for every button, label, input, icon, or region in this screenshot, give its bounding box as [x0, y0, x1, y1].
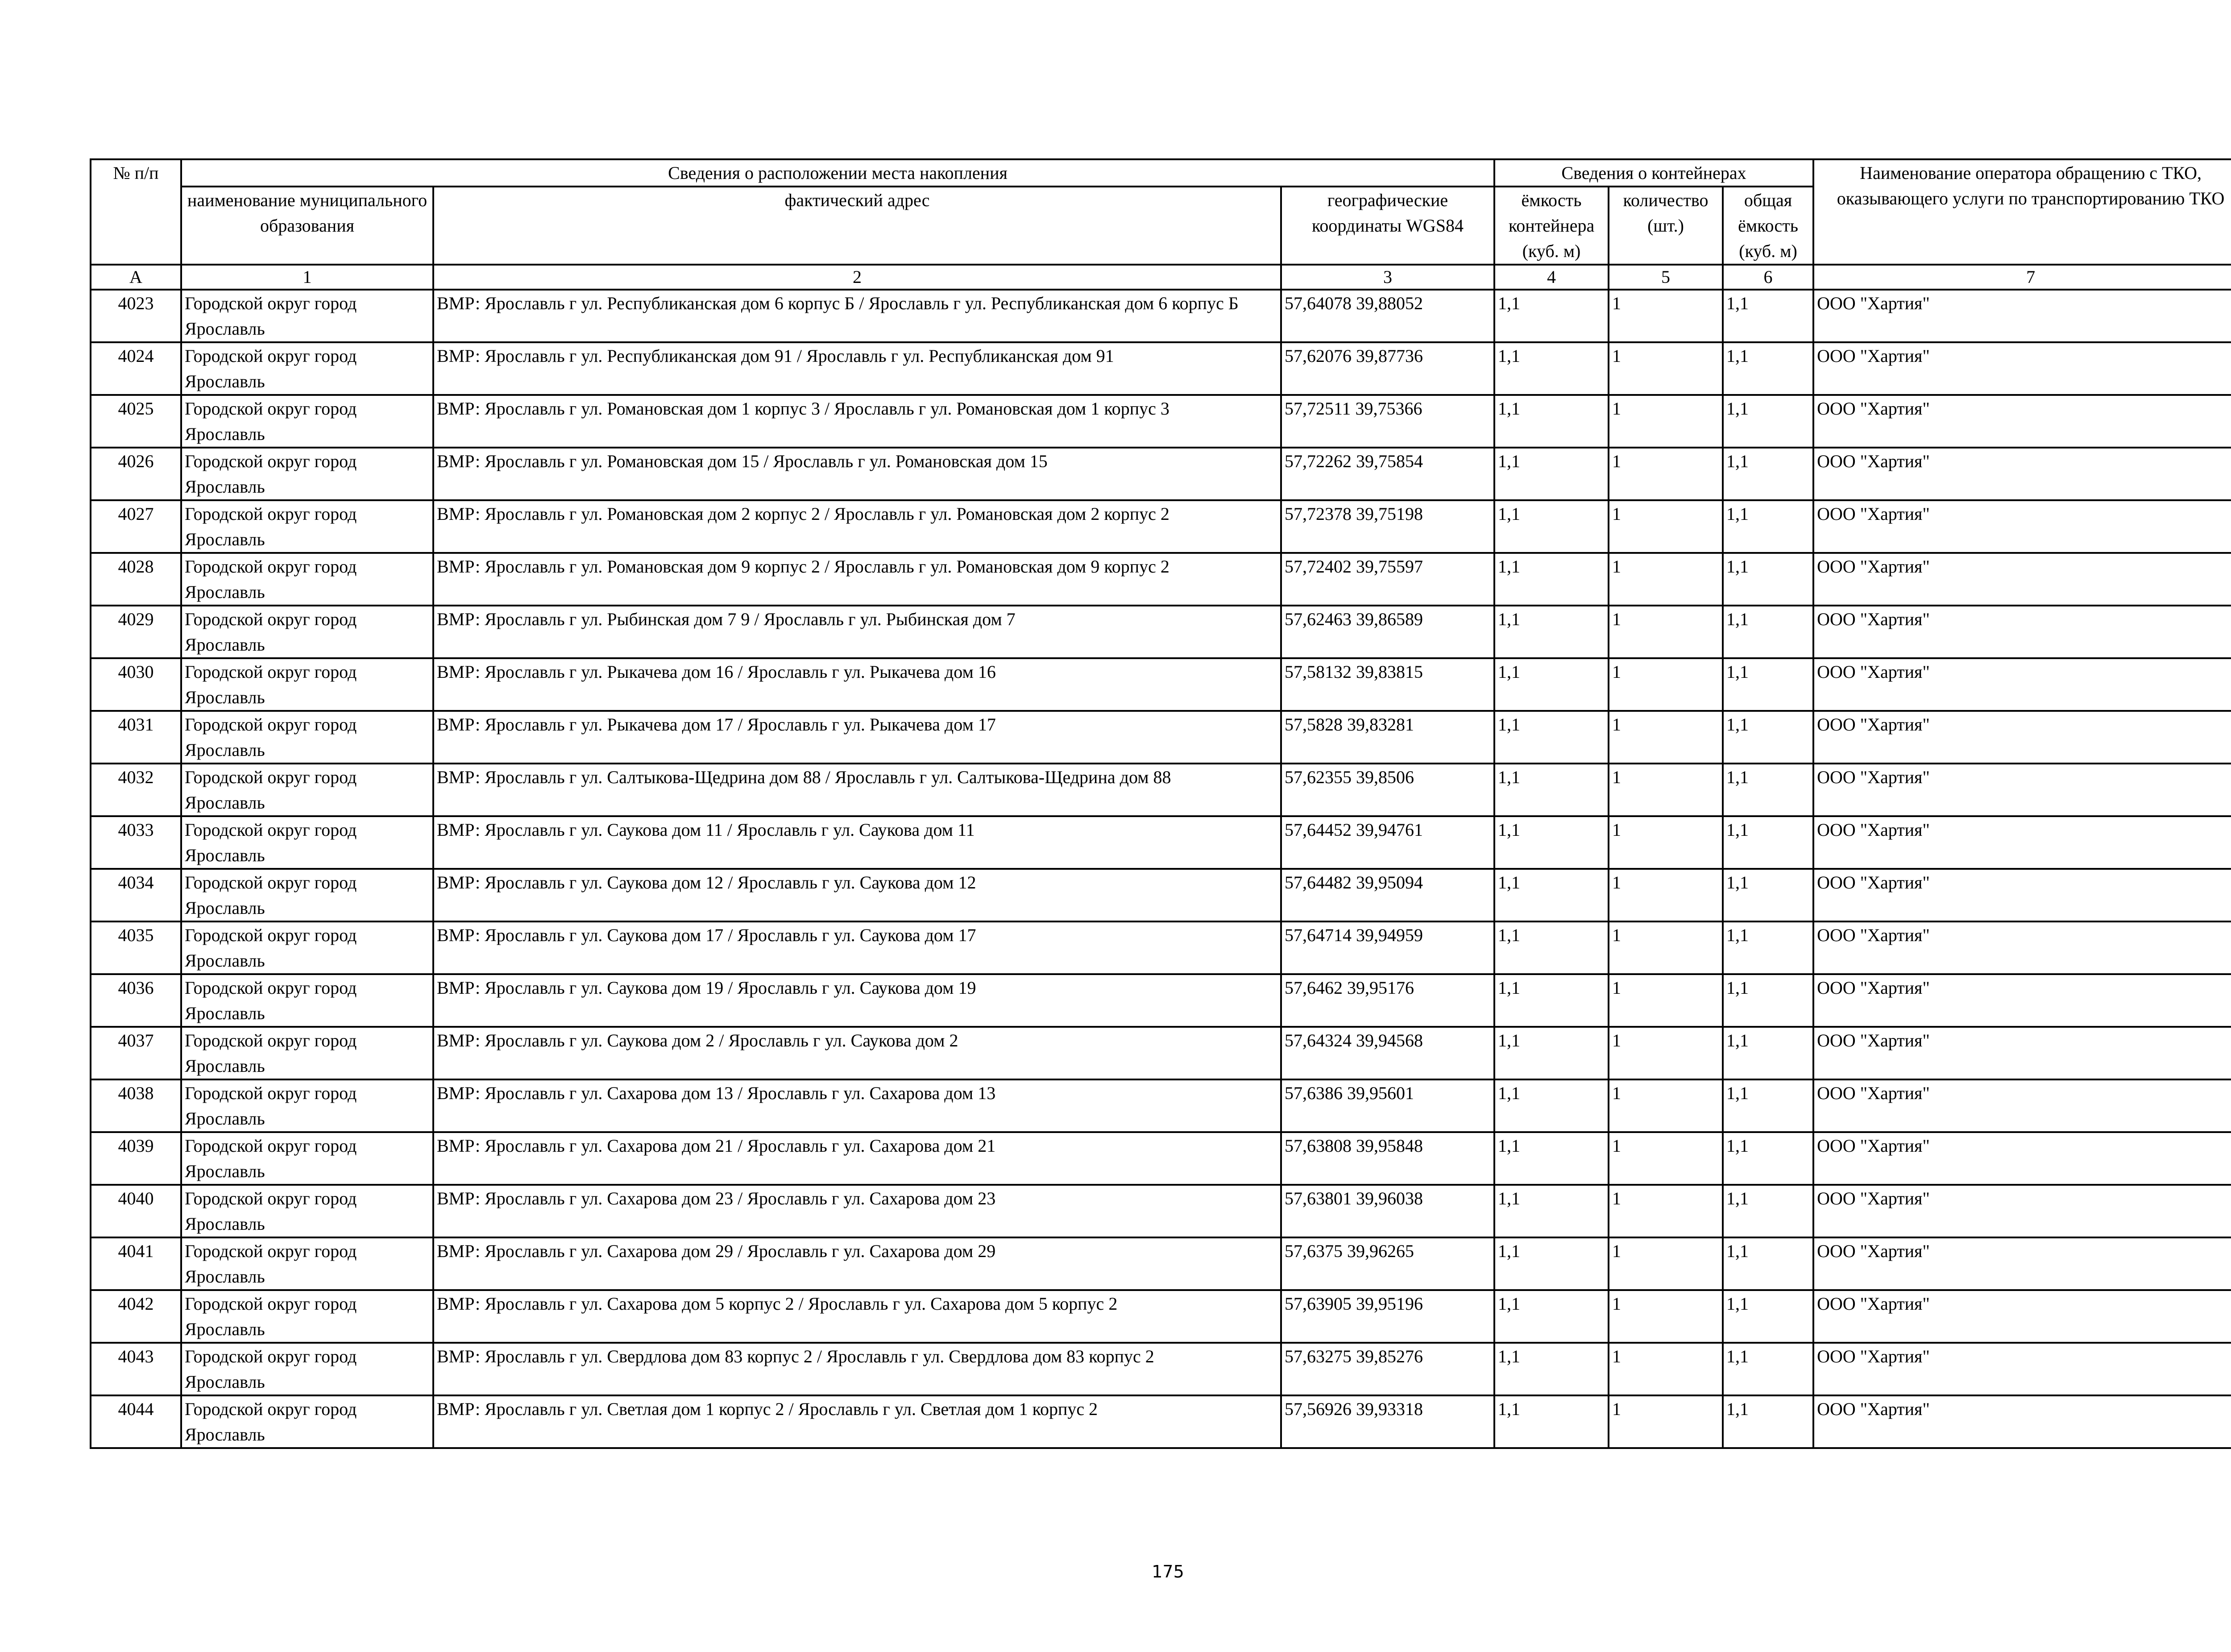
table-row — [91, 1237, 2231, 1290]
cell-operator: ООО "Хартия" — [1813, 1027, 2231, 1079]
table-row — [91, 448, 2231, 500]
cell-municipality: Городской округ город Ярославль — [181, 658, 433, 711]
cell-operator: ООО "Хартия" — [1813, 921, 2231, 974]
cell-coords: 57,64714 39,94959 — [1281, 921, 1494, 974]
cell-coords: 57,64482 39,95094 — [1281, 869, 1494, 921]
cell-count: 1 — [1609, 816, 1723, 869]
table-row — [91, 1343, 2231, 1395]
cell-count: 1 — [1609, 921, 1723, 974]
cell-capacity: 1,1 — [1494, 711, 1609, 764]
cell-total: 1,1 — [1723, 1027, 1813, 1079]
cell-municipality: Городской округ город Ярославль — [181, 500, 433, 553]
cell-address: ВМР: Ярославль г ул. Рыбинская дом 7 9 / Ярославль г ул. Рыбинская дом 7 — [433, 606, 1281, 658]
cell-capacity: 1,1 — [1494, 1132, 1609, 1185]
cell-municipality: Городской округ город Ярославль — [181, 342, 433, 395]
cell-coords: 57,62076 39,87736 — [1281, 342, 1494, 395]
cell-municipality: Городской округ город Ярославль — [181, 1132, 433, 1185]
cell-coords: 57,72402 39,75597 — [1281, 553, 1494, 606]
column-index: 6 — [1723, 265, 1813, 290]
cell-operator: ООО "Хартия" — [1813, 290, 2231, 342]
cell-operator: ООО "Хартия" — [1813, 1079, 2231, 1132]
table-header — [91, 159, 2231, 290]
table-row — [91, 816, 2231, 869]
cell-total: 1,1 — [1723, 1290, 1813, 1343]
cell-address: ВМР: Ярославль г ул. Сахарова дом 5 корпус 2 / Ярославль г ул. Сахарова дом 5 корпус 2 — [433, 1290, 1281, 1343]
cell-operator: ООО "Хартия" — [1813, 974, 2231, 1027]
header-containers-group: Сведения о контейнерах — [1494, 159, 1813, 187]
cell-municipality: Городской округ город Ярославль — [181, 606, 433, 658]
cell-address: ВМР: Ярославль г ул. Светлая дом 1 корпус 2 / Ярославль г ул. Светлая дом 1 корпус 2 — [433, 1395, 1281, 1448]
cell-capacity: 1,1 — [1494, 921, 1609, 974]
cell-municipality: Городской округ город Ярославль — [181, 395, 433, 448]
cell-municipality: Городской округ город Ярославль — [181, 290, 433, 342]
page-number: 175 — [1152, 1562, 1184, 1581]
cell-operator: ООО "Хартия" — [1813, 1290, 2231, 1343]
cell-municipality: Городской округ город Ярославль — [181, 1027, 433, 1079]
cell-coords: 57,6386 39,95601 — [1281, 1079, 1494, 1132]
cell-num: 4041 — [91, 1237, 181, 1290]
cell-address: ВМР: Ярославль г ул. Романовская дом 2 корпус 2 / Ярославль г ул. Романовская дом 2 корпус 2 — [433, 500, 1281, 553]
cell-num: 4030 — [91, 658, 181, 711]
table-body — [91, 290, 2231, 1448]
header-coords: географические координаты WGS84 — [1281, 187, 1494, 265]
table-row — [91, 869, 2231, 921]
cell-coords: 57,72262 39,75854 — [1281, 448, 1494, 500]
cell-total: 1,1 — [1723, 974, 1813, 1027]
header-municipality: наименование муниципального образования — [181, 187, 433, 265]
cell-num: 4044 — [91, 1395, 181, 1448]
cell-address: ВМР: Ярославль г ул. Саукова дом 19 / Ярославль г ул. Саукова дом 19 — [433, 974, 1281, 1027]
cell-count: 1 — [1609, 1395, 1723, 1448]
table-row — [91, 500, 2231, 553]
cell-address: ВМР: Ярославль г ул. Сахарова дом 23 / Ярославль г ул. Сахарова дом 23 — [433, 1185, 1281, 1237]
cell-coords: 57,63808 39,95848 — [1281, 1132, 1494, 1185]
cell-num: 4035 — [91, 921, 181, 974]
cell-total: 1,1 — [1723, 816, 1813, 869]
cell-municipality: Городской округ город Ярославль — [181, 1290, 433, 1343]
table-row — [91, 553, 2231, 606]
cell-operator: ООО "Хартия" — [1813, 448, 2231, 500]
cell-coords: 57,6375 39,96265 — [1281, 1237, 1494, 1290]
cell-municipality: Городской округ город Ярославль — [181, 764, 433, 816]
cell-count: 1 — [1609, 869, 1723, 921]
column-index: 2 — [433, 265, 1281, 290]
cell-count: 1 — [1609, 448, 1723, 500]
cell-address: ВМР: Ярославль г ул. Саукова дом 2 / Ярославль г ул. Саукова дом 2 — [433, 1027, 1281, 1079]
cell-capacity: 1,1 — [1494, 658, 1609, 711]
cell-capacity: 1,1 — [1494, 816, 1609, 869]
waste-sites-table — [90, 158, 2231, 1449]
cell-operator: ООО "Хартия" — [1813, 1395, 2231, 1448]
cell-address: ВМР: Ярославль г ул. Салтыкова-Щедрина дом 88 / Ярославль г ул. Салтыкова-Щедрина дом 88 — [433, 764, 1281, 816]
table-row — [91, 395, 2231, 448]
cell-coords: 57,64324 39,94568 — [1281, 1027, 1494, 1079]
cell-total: 1,1 — [1723, 448, 1813, 500]
cell-total: 1,1 — [1723, 290, 1813, 342]
cell-municipality: Городской округ город Ярославль — [181, 711, 433, 764]
cell-address: ВМР: Ярославль г ул. Рыкачева дом 17 / Ярославль г ул. Рыкачева дом 17 — [433, 711, 1281, 764]
cell-operator: ООО "Хартия" — [1813, 342, 2231, 395]
cell-address: ВМР: Ярославль г ул. Сахарова дом 29 / Ярославль г ул. Сахарова дом 29 — [433, 1237, 1281, 1290]
cell-count: 1 — [1609, 342, 1723, 395]
cell-operator: ООО "Хартия" — [1813, 658, 2231, 711]
cell-num: 4042 — [91, 1290, 181, 1343]
cell-count: 1 — [1609, 1027, 1723, 1079]
cell-capacity: 1,1 — [1494, 974, 1609, 1027]
table-row — [91, 1079, 2231, 1132]
cell-address: ВМР: Ярославль г ул. Саукова дом 12 / Ярославль г ул. Саукова дом 12 — [433, 869, 1281, 921]
cell-num: 4033 — [91, 816, 181, 869]
cell-count: 1 — [1609, 764, 1723, 816]
cell-total: 1,1 — [1723, 764, 1813, 816]
cell-num: 4026 — [91, 448, 181, 500]
cell-operator: ООО "Хартия" — [1813, 711, 2231, 764]
cell-operator: ООО "Хартия" — [1813, 869, 2231, 921]
cell-total: 1,1 — [1723, 869, 1813, 921]
cell-capacity: 1,1 — [1494, 1185, 1609, 1237]
cell-total: 1,1 — [1723, 1132, 1813, 1185]
table-row — [91, 342, 2231, 395]
header-capacity: ёмкость контейнера (куб. м) — [1494, 187, 1609, 265]
cell-address: ВМР: Ярославль г ул. Свердлова дом 83 корпус 2 / Ярославль г ул. Свердлова дом 83 корпус 2 — [433, 1343, 1281, 1395]
cell-num: 4027 — [91, 500, 181, 553]
cell-address: ВМР: Ярославль г ул. Саукова дом 11 / Ярославль г ул. Саукова дом 11 — [433, 816, 1281, 869]
cell-capacity: 1,1 — [1494, 1343, 1609, 1395]
cell-num: 4023 — [91, 290, 181, 342]
cell-capacity: 1,1 — [1494, 764, 1609, 816]
cell-count: 1 — [1609, 1290, 1723, 1343]
cell-coords: 57,62463 39,86589 — [1281, 606, 1494, 658]
cell-count: 1 — [1609, 606, 1723, 658]
cell-municipality: Городской округ город Ярославль — [181, 1079, 433, 1132]
column-index: А — [91, 265, 181, 290]
cell-coords: 57,72511 39,75366 — [1281, 395, 1494, 448]
cell-municipality: Городской округ город Ярославль — [181, 974, 433, 1027]
cell-municipality: Городской округ город Ярославль — [181, 1185, 433, 1237]
table-row — [91, 606, 2231, 658]
cell-count: 1 — [1609, 1185, 1723, 1237]
cell-operator: ООО "Хартия" — [1813, 606, 2231, 658]
cell-operator: ООО "Хартия" — [1813, 816, 2231, 869]
cell-total: 1,1 — [1723, 553, 1813, 606]
cell-count: 1 — [1609, 1132, 1723, 1185]
cell-municipality: Городской округ город Ярославль — [181, 448, 433, 500]
cell-total: 1,1 — [1723, 1395, 1813, 1448]
cell-address: ВМР: Ярославль г ул. Романовская дом 9 корпус 2 / Ярославль г ул. Романовская дом 9 корпус 2 — [433, 553, 1281, 606]
cell-coords: 57,63801 39,96038 — [1281, 1185, 1494, 1237]
cell-capacity: 1,1 — [1494, 395, 1609, 448]
column-index-row — [91, 265, 2231, 290]
column-index: 5 — [1609, 265, 1723, 290]
table-row — [91, 290, 2231, 342]
header-total: общая ёмкость (куб. м) — [1723, 187, 1813, 265]
cell-municipality: Городской округ город Ярославль — [181, 1395, 433, 1448]
cell-coords: 57,64078 39,88052 — [1281, 290, 1494, 342]
cell-address: ВМР: Ярославль г ул. Республиканская дом 91 / Ярославль г ул. Республиканская дом 91 — [433, 342, 1281, 395]
cell-coords: 57,64452 39,94761 — [1281, 816, 1494, 869]
cell-address: ВМР: Ярославль г ул. Рыкачева дом 16 / Ярославль г ул. Рыкачева дом 16 — [433, 658, 1281, 711]
cell-count: 1 — [1609, 500, 1723, 553]
cell-capacity: 1,1 — [1494, 1290, 1609, 1343]
cell-coords: 57,5828 39,83281 — [1281, 711, 1494, 764]
cell-address: ВМР: Ярославль г ул. Саукова дом 17 / Ярославль г ул. Саукова дом 17 — [433, 921, 1281, 974]
table-row — [91, 658, 2231, 711]
cell-coords: 57,6462 39,95176 — [1281, 974, 1494, 1027]
cell-operator: ООО "Хартия" — [1813, 1185, 2231, 1237]
cell-operator: ООО "Хартия" — [1813, 1343, 2231, 1395]
cell-operator: ООО "Хартия" — [1813, 553, 2231, 606]
cell-municipality: Городской округ город Ярославль — [181, 1237, 433, 1290]
table-row — [91, 711, 2231, 764]
cell-capacity: 1,1 — [1494, 606, 1609, 658]
cell-num: 4025 — [91, 395, 181, 448]
cell-operator: ООО "Хартия" — [1813, 764, 2231, 816]
cell-count: 1 — [1609, 1343, 1723, 1395]
header-location-group: Сведения о расположении места накопления — [181, 159, 1494, 187]
cell-num: 4031 — [91, 711, 181, 764]
cell-count: 1 — [1609, 290, 1723, 342]
cell-total: 1,1 — [1723, 1079, 1813, 1132]
cell-total: 1,1 — [1723, 921, 1813, 974]
header-operator: Наименование оператора обращению с ТКО, оказывающего услуги по транспортированию ТКО — [1813, 159, 2231, 265]
cell-count: 1 — [1609, 1079, 1723, 1132]
cell-coords: 57,72378 39,75198 — [1281, 500, 1494, 553]
cell-capacity: 1,1 — [1494, 448, 1609, 500]
cell-num: 4038 — [91, 1079, 181, 1132]
cell-count: 1 — [1609, 974, 1723, 1027]
cell-total: 1,1 — [1723, 711, 1813, 764]
cell-num: 4037 — [91, 1027, 181, 1079]
cell-operator: ООО "Хартия" — [1813, 1132, 2231, 1185]
table-row — [91, 1132, 2231, 1185]
cell-municipality: Городской округ город Ярославль — [181, 921, 433, 974]
column-index: 7 — [1813, 265, 2231, 290]
cell-num: 4040 — [91, 1185, 181, 1237]
table-row — [91, 974, 2231, 1027]
table-row — [91, 1027, 2231, 1079]
cell-capacity: 1,1 — [1494, 553, 1609, 606]
cell-capacity: 1,1 — [1494, 1237, 1609, 1290]
cell-address: ВМР: Ярославль г ул. Республиканская дом 6 корпус Б / Ярославль г ул. Республиканская дом 6 корпус Б — [433, 290, 1281, 342]
cell-total: 1,1 — [1723, 342, 1813, 395]
cell-count: 1 — [1609, 658, 1723, 711]
cell-total: 1,1 — [1723, 395, 1813, 448]
cell-count: 1 — [1609, 711, 1723, 764]
cell-count: 1 — [1609, 553, 1723, 606]
cell-capacity: 1,1 — [1494, 500, 1609, 553]
cell-address: ВМР: Ярославль г ул. Сахарова дом 13 / Ярославль г ул. Сахарова дом 13 — [433, 1079, 1281, 1132]
cell-address: ВМР: Ярославль г ул. Сахарова дом 21 / Ярославль г ул. Сахарова дом 21 — [433, 1132, 1281, 1185]
cell-address: ВМР: Ярославль г ул. Романовская дом 1 корпус 3 / Ярославль г ул. Романовская дом 1 корпус 3 — [433, 395, 1281, 448]
cell-total: 1,1 — [1723, 1185, 1813, 1237]
cell-count: 1 — [1609, 395, 1723, 448]
cell-num: 4043 — [91, 1343, 181, 1395]
cell-num: 4028 — [91, 553, 181, 606]
cell-num: 4036 — [91, 974, 181, 1027]
cell-total: 1,1 — [1723, 1343, 1813, 1395]
cell-operator: ООО "Хартия" — [1813, 500, 2231, 553]
table-row — [91, 1395, 2231, 1448]
header-num: № п/п — [91, 159, 181, 265]
table-row — [91, 1290, 2231, 1343]
cell-num: 4024 — [91, 342, 181, 395]
header-count: количество (шт.) — [1609, 187, 1723, 265]
cell-municipality: Городской округ город Ярославль — [181, 816, 433, 869]
cell-total: 1,1 — [1723, 500, 1813, 553]
cell-coords: 57,63275 39,85276 — [1281, 1343, 1494, 1395]
cell-coords: 57,58132 39,83815 — [1281, 658, 1494, 711]
cell-num: 4039 — [91, 1132, 181, 1185]
cell-total: 1,1 — [1723, 606, 1813, 658]
cell-num: 4032 — [91, 764, 181, 816]
table-row — [91, 764, 2231, 816]
header-address: фактический адрес — [433, 187, 1281, 265]
cell-total: 1,1 — [1723, 658, 1813, 711]
cell-operator: ООО "Хартия" — [1813, 1237, 2231, 1290]
cell-capacity: 1,1 — [1494, 290, 1609, 342]
table-row — [91, 921, 2231, 974]
cell-capacity: 1,1 — [1494, 869, 1609, 921]
cell-capacity: 1,1 — [1494, 1027, 1609, 1079]
cell-municipality: Городской округ город Ярославль — [181, 869, 433, 921]
cell-coords: 57,62355 39,8506 — [1281, 764, 1494, 816]
cell-num: 4029 — [91, 606, 181, 658]
cell-municipality: Городской округ город Ярославль — [181, 553, 433, 606]
cell-capacity: 1,1 — [1494, 1079, 1609, 1132]
cell-capacity: 1,1 — [1494, 1395, 1609, 1448]
cell-municipality: Городской округ город Ярославль — [181, 1343, 433, 1395]
cell-coords: 57,56926 39,93318 — [1281, 1395, 1494, 1448]
cell-capacity: 1,1 — [1494, 342, 1609, 395]
column-index: 3 — [1281, 265, 1494, 290]
cell-coords: 57,63905 39,95196 — [1281, 1290, 1494, 1343]
column-index: 1 — [181, 265, 433, 290]
table-row — [91, 1185, 2231, 1237]
column-index: 4 — [1494, 265, 1609, 290]
cell-count: 1 — [1609, 1237, 1723, 1290]
cell-total: 1,1 — [1723, 1237, 1813, 1290]
cell-operator: ООО "Хартия" — [1813, 395, 2231, 448]
cell-num: 4034 — [91, 869, 181, 921]
cell-address: ВМР: Ярославль г ул. Романовская дом 15 / Ярославль г ул. Романовская дом 15 — [433, 448, 1281, 500]
